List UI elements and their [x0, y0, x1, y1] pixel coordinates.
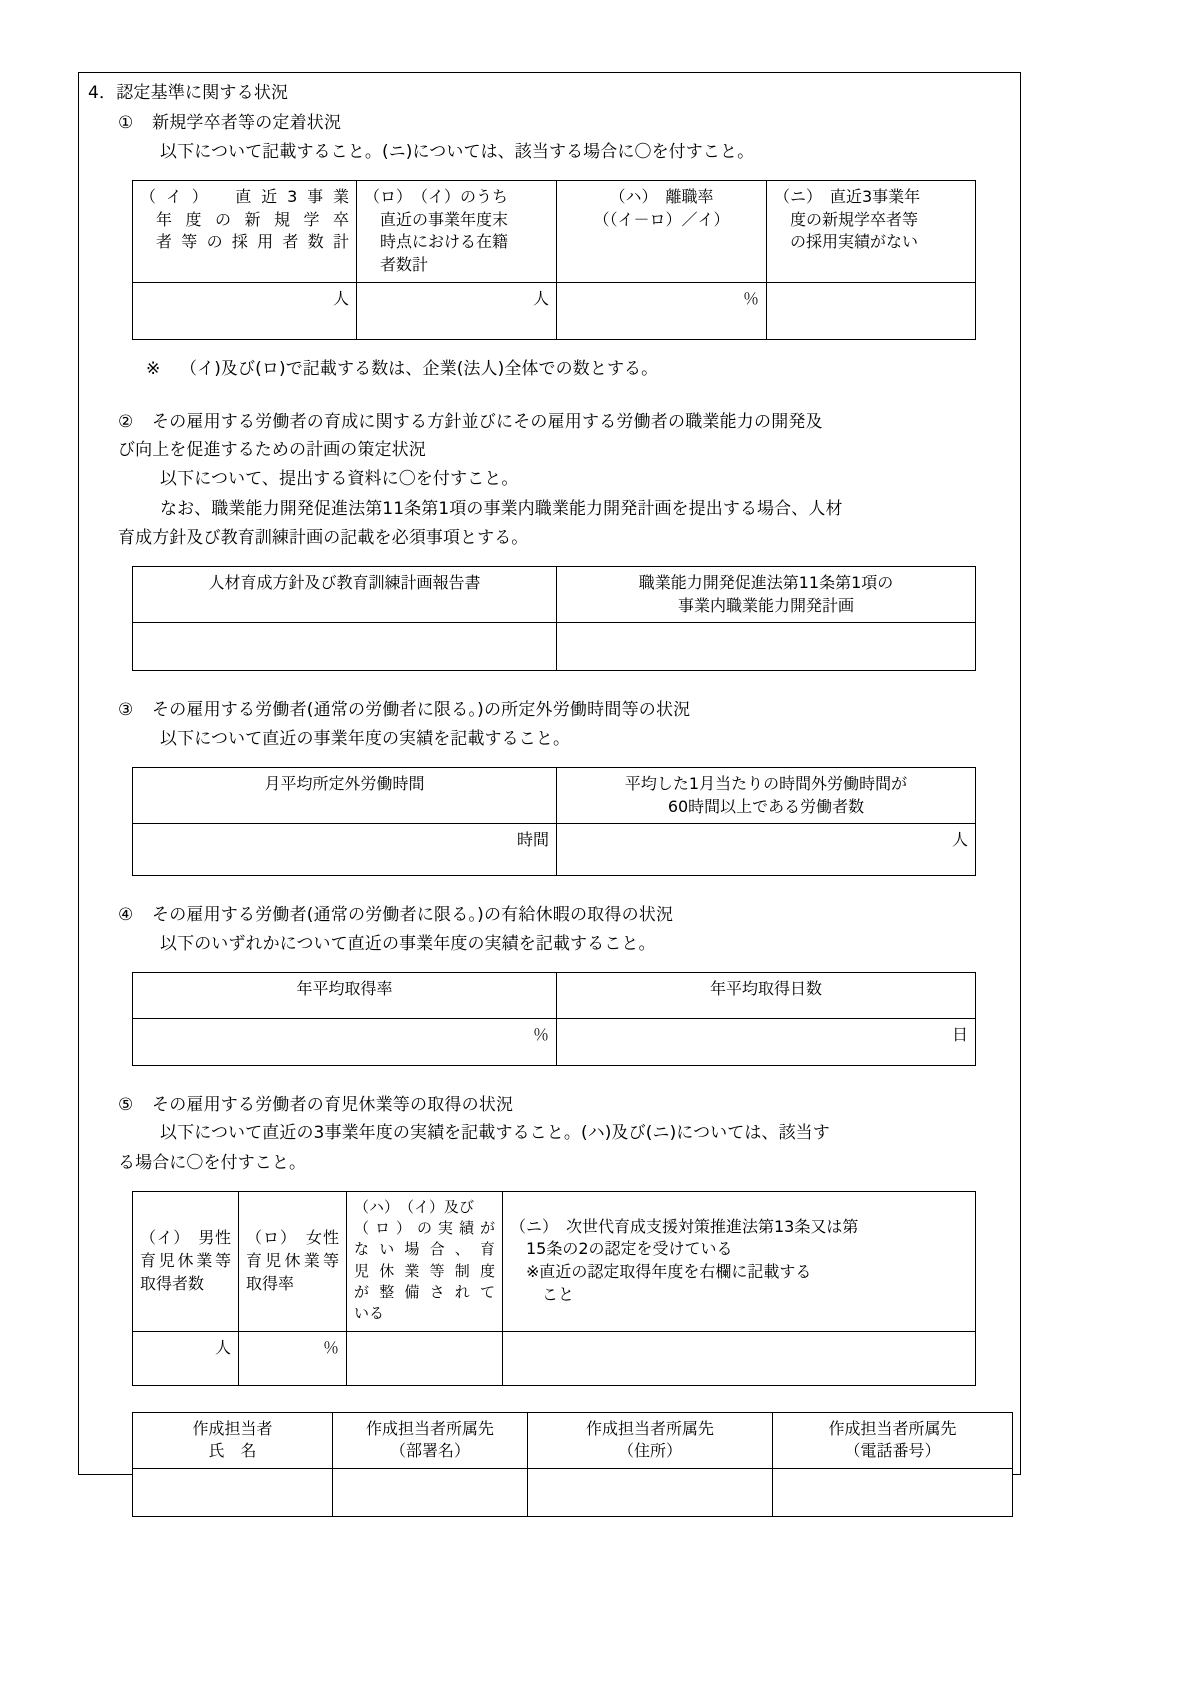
header-cell-preparer-address: [528, 1412, 773, 1468]
header-cell-next-gen-law: [503, 1191, 976, 1331]
header-line: 月平均所定外労働時間: [264, 774, 425, 793]
header-line: 年度の新規学卒: [156, 209, 349, 229]
table-header-row: [133, 768, 976, 824]
header-line: （ロ） 女性: [246, 1228, 339, 1248]
unit-label: ％: [532, 1024, 549, 1044]
input-cell-development-plan[interactable]: [557, 623, 976, 671]
header-line: の採用実績がない: [790, 232, 919, 252]
input-cell-avg-rate[interactable]: [133, 1018, 557, 1065]
header-line: 60時間以上である労働者数: [667, 796, 865, 816]
header-cell-female-leave: [239, 1191, 347, 1331]
page-content: [88, 80, 1018, 1517]
header-line: 氏 名: [208, 1441, 257, 1461]
input-cell-ni[interactable]: [767, 282, 976, 339]
header-line: （ロ）の実績が: [354, 1218, 495, 1237]
header-line: 育児休業等: [140, 1250, 231, 1270]
input-cell-training-report[interactable]: [133, 623, 557, 671]
header-line: 年平均取得率: [296, 978, 393, 998]
header-line: こと: [542, 1284, 575, 1304]
header-line: 人材育成方針及び教育訓練計画報告書: [208, 573, 481, 593]
header-line: 取得者数: [140, 1273, 205, 1293]
item-5-title: その雇用する労働者の育児休業等の取得の状況: [152, 1094, 514, 1115]
header-line: （ハ） （イ）及び: [354, 1197, 475, 1216]
footnote-marker: ※: [146, 358, 161, 379]
header-cell-avg-rate: [133, 972, 557, 1018]
item-1-table: [132, 180, 976, 340]
header-line: 年平均取得日数: [709, 978, 822, 998]
header-cell-over-60h: [557, 768, 976, 824]
item-3-title: その雇用する労働者(通常の労働者に限る。)の所定外労働時間等の状況: [152, 700, 691, 721]
input-cell-avg-days[interactable]: [557, 1018, 976, 1065]
header-line: （イ） 男性: [140, 1228, 231, 1248]
table-input-row: [133, 282, 976, 339]
header-line: 15条の2の認定を受けている: [526, 1239, 733, 1259]
header-line: （ニ） 次世代育成支援対策推進法第13条又は第: [510, 1216, 859, 1236]
header-line: 職業能力開発促進法第11条第1項の: [638, 573, 894, 593]
header-line: ない場合、育: [354, 1240, 495, 1259]
item-3-instruction: 以下について直近の事業年度の実績を記載すること。: [160, 728, 571, 749]
header-line: 者数計: [380, 255, 429, 275]
header-line: 者等の採用者数計: [156, 232, 349, 252]
item-1-instruction: 以下について記載すること。(ニ)については、該当する場合に〇を付すこと。: [160, 141, 755, 162]
item-4-marker: ④: [118, 905, 134, 926]
table-header-row: [133, 1191, 976, 1331]
section-title: 認定基準に関する状況: [116, 83, 289, 103]
header-cell-ni: [767, 180, 976, 282]
header-line: （電話番号）: [844, 1441, 941, 1461]
item-2-table: [132, 566, 976, 671]
input-cell-preparer-name[interactable]: [133, 1469, 333, 1517]
item-5-heading: [118, 1092, 1018, 1118]
table-input-row: [133, 1018, 976, 1065]
header-line: 平均した1月当たりの時間外労働時間が: [624, 774, 908, 793]
header-line: 作成担当者所属先: [365, 1418, 494, 1438]
table-input-row: [133, 623, 976, 671]
unit-label: ％: [322, 1337, 339, 1357]
preparer-info-table: [132, 1412, 1013, 1517]
input-cell-preparer-department[interactable]: [333, 1469, 528, 1517]
header-cell-system-ready: [347, 1191, 503, 1331]
item-2-title-line1: その雇用する労働者の育成に関する方針並びにその雇用する労働者の職業能力の開発及: [152, 411, 823, 432]
input-cell-next-gen-law[interactable]: [503, 1331, 976, 1385]
header-line: が整備されて: [354, 1282, 495, 1301]
header-line: 作成担当者: [192, 1418, 273, 1438]
item-2-instruction-1: 以下について、提出する資料に〇を付すこと。: [160, 469, 519, 490]
unit-label: 人: [951, 830, 968, 850]
item-1-heading: [118, 110, 1018, 136]
unit-label: 時間: [516, 830, 549, 850]
table-input-row: [133, 824, 976, 876]
item-2-instruction-2-line1: なお、職業能力開発促進法第11条第1項の事業内職業能力開発計画を提出する場合、人材: [160, 498, 843, 519]
header-line: （ハ） 離職率: [609, 186, 714, 206]
table-header-row: [133, 1412, 1013, 1468]
item-2-heading: [118, 409, 1018, 435]
item-3-marker: ③: [118, 700, 134, 721]
item-5-table: [132, 1191, 976, 1386]
header-cell-ha: [557, 180, 767, 282]
header-cell-male-leave: [133, 1191, 239, 1331]
header-cell-preparer-phone: [773, 1412, 1013, 1468]
item-5-instruction-line2: る場合に〇を付すこと。: [118, 1152, 307, 1173]
input-cell-female-leave[interactable]: [239, 1331, 347, 1385]
input-cell-over-60h[interactable]: [557, 824, 976, 876]
item-4-heading: [118, 902, 1018, 928]
table-input-row: [133, 1331, 976, 1385]
header-cell-monthly-overtime: [133, 768, 557, 824]
item-2-title-line2: び向上を促進するための計画の策定状況: [118, 440, 426, 461]
header-cell-avg-days: [557, 972, 976, 1018]
table-input-row: [133, 1469, 1013, 1517]
unit-label: 日: [951, 1024, 968, 1044]
table-header-row: [133, 972, 976, 1018]
item-2-instruction-2-line2: 育成方針及び教育訓練計画の記載を必須事項とする。: [118, 527, 529, 548]
unit-label: 人: [532, 288, 549, 308]
footnote-text: （イ)及び(ロ)で記載する数は、企業(法人)全体での数とする。: [180, 358, 659, 379]
item-4-table: [132, 972, 976, 1066]
header-line: 度の新規学卒者等: [790, 209, 919, 229]
item-3-heading: [118, 697, 1018, 723]
unit-label: 人: [214, 1337, 231, 1357]
table-header-row: [133, 567, 976, 623]
item-1-marker: ①: [118, 113, 134, 134]
item-5-marker: ⑤: [118, 1094, 134, 1115]
header-line: （住所）: [617, 1441, 682, 1461]
input-cell-preparer-address[interactable]: [528, 1469, 773, 1517]
header-line: 直近の事業年度末: [380, 209, 509, 229]
input-cell-male-leave[interactable]: [133, 1331, 239, 1385]
header-line: 育児休業等: [246, 1250, 339, 1270]
header-line: 事業内職業能力開発計画: [677, 595, 854, 615]
section-heading: [88, 80, 1018, 106]
header-line: （部署名）: [389, 1441, 470, 1461]
header-line: 時点における在籍: [380, 232, 509, 252]
item-4-instruction: 以下のいずれかについて直近の事業年度の実績を記載すること。: [160, 933, 656, 954]
header-cell-i: [133, 180, 357, 282]
header-cell-preparer-name: [133, 1412, 333, 1468]
header-line: （（イ－ロ）／イ）: [593, 209, 730, 229]
header-line: いる: [354, 1304, 385, 1323]
input-cell-i[interactable]: [133, 282, 357, 339]
header-line: （ロ） （イ）のうち: [364, 186, 509, 206]
input-cell-system-ready[interactable]: [347, 1331, 503, 1385]
item-5-instruction-line1: 以下について直近の3事業年度の実績を記載すること。(ハ)及び(ニ)については、該当す: [160, 1123, 830, 1144]
header-line: （イ） 直近3事業: [140, 186, 349, 206]
header-line: 取得率: [246, 1273, 295, 1293]
input-cell-monthly-overtime[interactable]: [133, 824, 557, 876]
unit-label: ％: [742, 288, 759, 308]
header-cell-ro: [357, 180, 557, 282]
header-line: 児休業等制度: [354, 1261, 495, 1280]
input-cell-preparer-phone[interactable]: [773, 1469, 1013, 1517]
input-cell-ha[interactable]: [557, 282, 767, 339]
header-cell-preparer-department: [333, 1412, 528, 1468]
unit-label: 人: [332, 288, 349, 308]
item-1-footnote: [146, 356, 1018, 383]
item-3-table: [132, 767, 976, 876]
header-cell-training-report: [133, 567, 557, 623]
header-cell-development-plan: [557, 567, 976, 623]
header-line: （ニ） 直近3事業年: [774, 186, 921, 206]
input-cell-ro[interactable]: [357, 282, 557, 339]
header-line: 作成担当者所属先: [828, 1418, 957, 1438]
item-2-marker: ②: [118, 411, 134, 432]
item-1-title: 新規学卒者等の定着状況: [152, 113, 342, 134]
header-line: 作成担当者所属先: [585, 1418, 714, 1438]
table-header-row: [133, 180, 976, 282]
item-4-title: その雇用する労働者(通常の労働者に限る。)の有給休暇の取得の状況: [152, 905, 674, 926]
header-line: ※直近の認定取得年度を右欄に記載する: [526, 1262, 812, 1282]
section-number: 4．: [88, 83, 117, 103]
